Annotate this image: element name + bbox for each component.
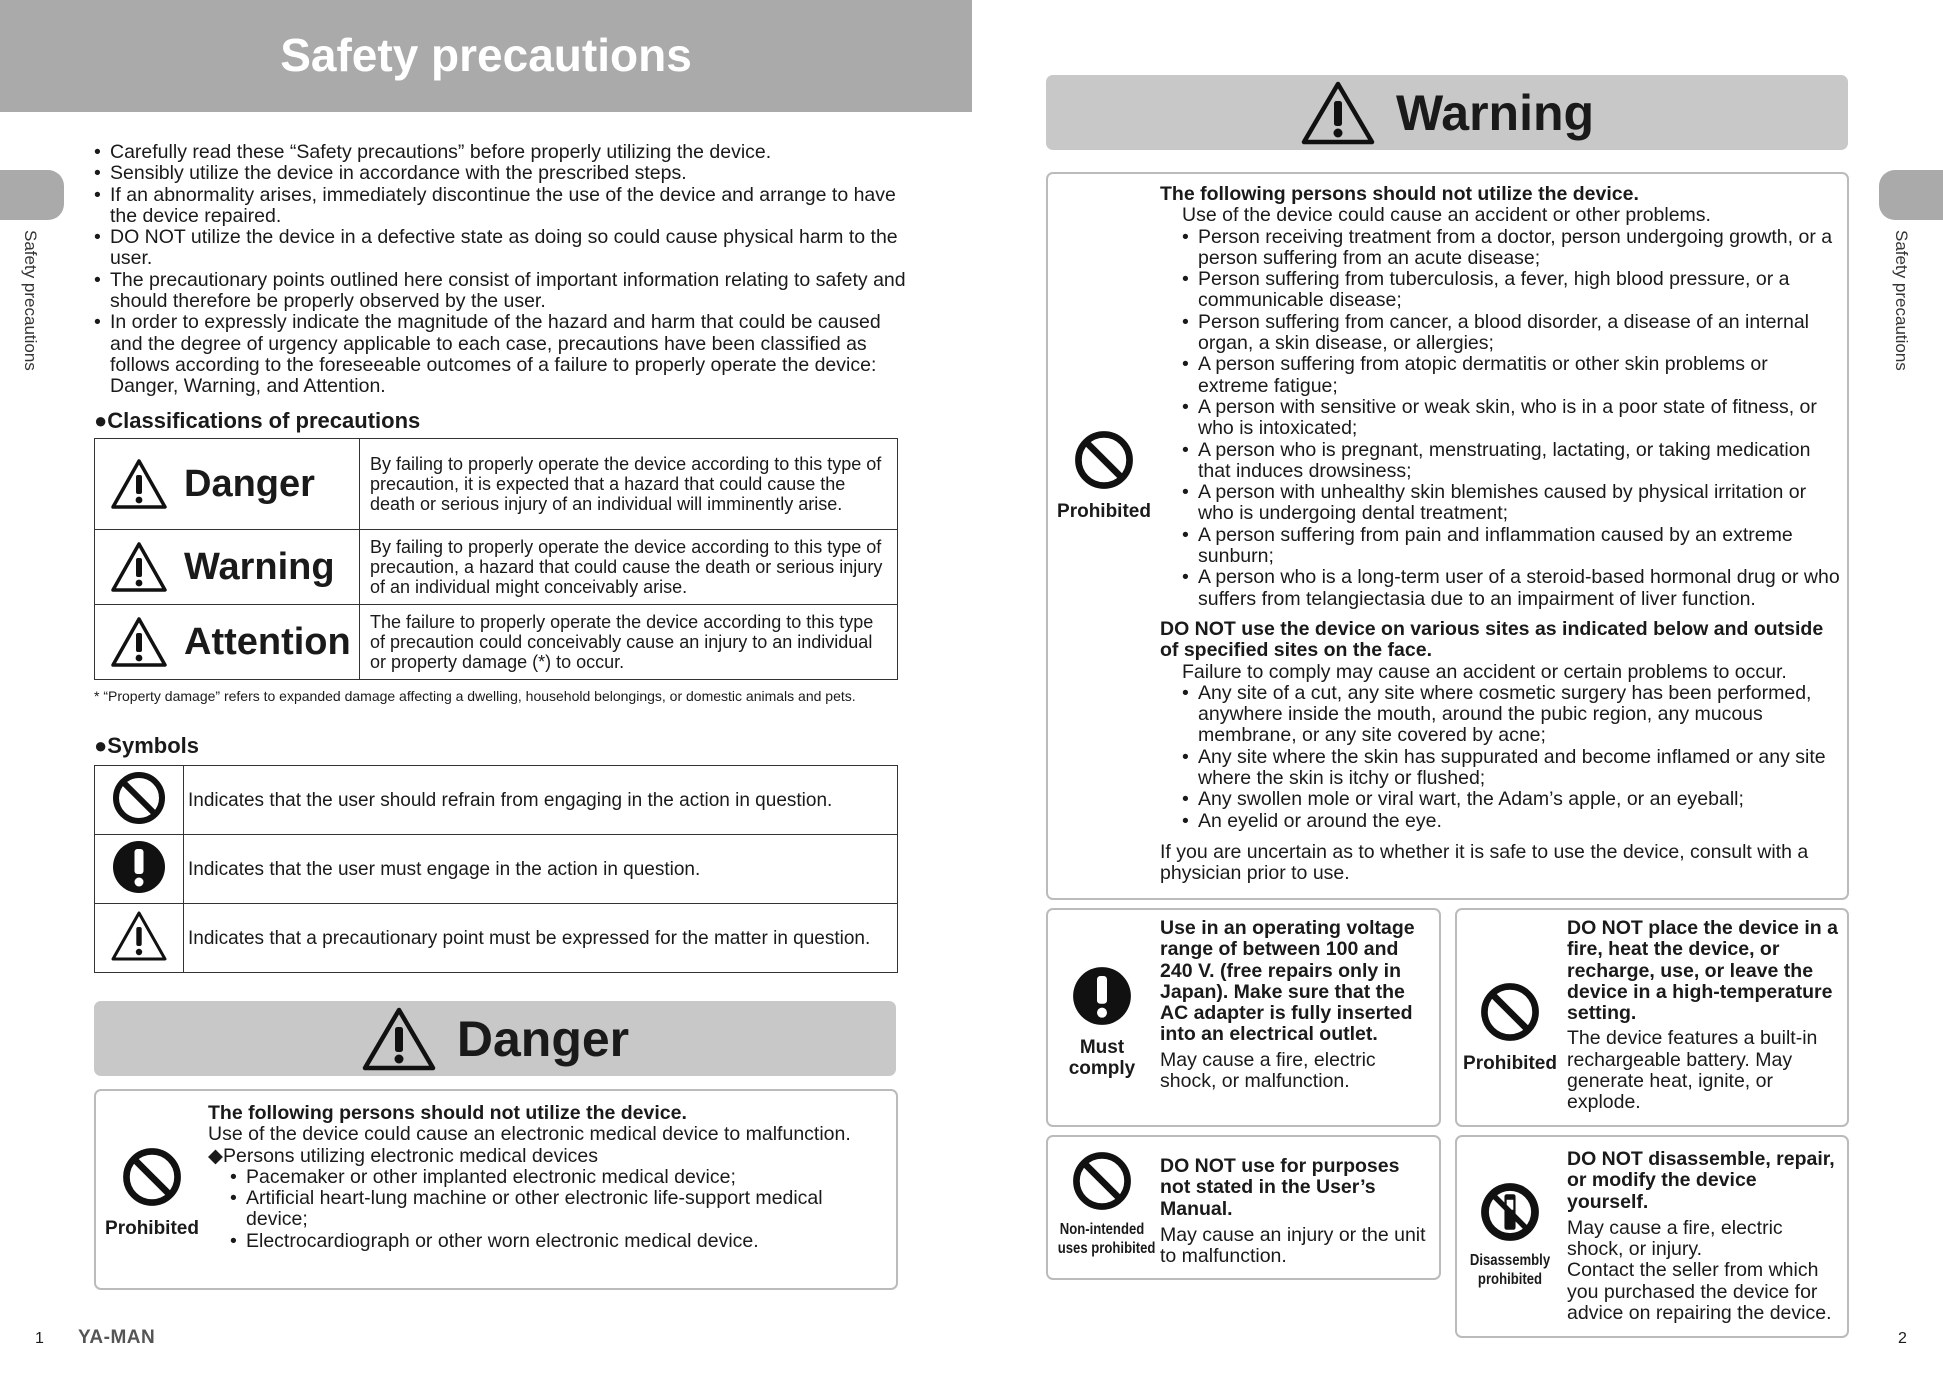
warning-main-text — [1160, 184, 1842, 885]
box-text — [1160, 918, 1434, 1092]
box-heading: DO NOT place the device in a fire, heat the device, or recharge, use, or leave the device in a high-temperature setting. — [1567, 917, 1838, 1025]
warning-heading: DO NOT use the device on various sites as indicated below and outside of specified sites on the face. — [1160, 617, 1824, 662]
caption-line: prohibited — [1477, 1271, 1543, 1288]
danger-item: • Electrocardiograph or other worn electronic medical device. — [230, 1231, 888, 1252]
icon-caption: Must comply — [1068, 1037, 1136, 1079]
box-text — [1567, 1149, 1843, 1324]
warning-item: • A person suffering from atopic dermatitis or other skin problems or extreme fatigue; — [1182, 354, 1842, 397]
warning-item: • Any swollen mole or viral wart, the Adam’s apple, or an eyeball; — [1182, 789, 1842, 810]
brand-logo: YA-MAN — [78, 1327, 156, 1348]
warning-box-purpose — [1046, 1135, 1441, 1280]
intro-item: • DO NOT utilize the device in a defective state as doing so could cause physical harm to the user. — [94, 227, 914, 270]
intro-item: • In order to expressly indicate the magnitude of the hazard and harm that could be caused and the degree of urgency applicable to each case, precautions have been classified as follows according to the foreseeable outcomes of a failure to properly operate the device: Danger, Warning, and Attention. — [94, 312, 914, 397]
danger-text — [208, 1103, 888, 1252]
intro-item: • The precautionary points outlined here consist of important information relating to safety and should therefore be properly observed by the user. — [94, 270, 914, 313]
class-row-danger — [95, 439, 898, 530]
disassembly-group — [1457, 1182, 1563, 1289]
warning-item: • A person who is pregnant, menstruating, lactating, or taking medication that induces drowsiness; — [1182, 440, 1842, 483]
class-row-attention — [95, 605, 898, 680]
symbols-table — [94, 765, 898, 973]
caption-line: Non-intended — [1059, 1221, 1145, 1238]
box-text — [1567, 918, 1843, 1114]
prohibited-icon — [1480, 982, 1540, 1042]
danger-item: • Artificial heart-lung machine or other electronic life-support medical device; — [230, 1188, 888, 1231]
warning-item: • A person with unhealthy skin blemishes caused by physical irritation or who is undergoing dental treatment; — [1182, 482, 1842, 525]
box-desc: May cause an injury or the unit to malfunction. — [1160, 1223, 1426, 1268]
classifications-heading: ●Classifications of precautions — [94, 408, 421, 433]
warning-item: • A person with sensitive or weak skin, who is in a poor state of fitness, or who is intoxicated; — [1182, 397, 1842, 440]
caution-triangle-icon — [110, 541, 168, 593]
danger-header — [94, 1001, 896, 1076]
non-intended-group — [1048, 1151, 1156, 1258]
warning-box-heat — [1455, 908, 1849, 1127]
warning-item: • Person suffering from tuberculosis, a fever, high blood pressure, or a communicable disease; — [1182, 269, 1842, 312]
danger-icon-group — [96, 1147, 208, 1239]
class-row-warning — [95, 530, 898, 605]
intro-item: • Sensibly utilize the device in accordance with the prescribed steps. — [94, 163, 914, 184]
warning-item: • Person suffering from cancer, a blood disorder, a disease of an internal organ, a skin disease, or allergies; — [1182, 312, 1842, 355]
symbol-text: Indicates that the user should refrain from engaging in the action in question. — [184, 766, 898, 835]
symbols-heading: ●Symbols — [94, 733, 199, 758]
mandatory-icon — [112, 840, 166, 894]
box-heading: DO NOT use for purposes not stated in the User’s Manual. — [1160, 1155, 1400, 1220]
page-title-bar — [0, 0, 972, 112]
box-desc: May cause a fire, electric shock, or malfunction. — [1160, 1048, 1376, 1093]
warning-item: • An eyelid or around the eye. — [1182, 811, 1842, 832]
page-number-left: 1 — [35, 1330, 44, 1347]
icon-caption — [1467, 1251, 1554, 1289]
danger-sub: ◆Persons utilizing electronic medical devices — [208, 1144, 598, 1167]
side-tab-right — [1879, 170, 1943, 220]
prohibited-group — [1457, 982, 1563, 1074]
warning-item: • A person suffering from pain and inflammation caused by an extreme sunburn; — [1182, 525, 1842, 568]
warning-heading: The following persons should not utilize the device. — [1160, 183, 1639, 205]
box-text — [1160, 1156, 1434, 1267]
warning-header — [1046, 75, 1848, 150]
danger-title: Danger — [456, 1010, 630, 1067]
warning-box-voltage — [1046, 908, 1441, 1127]
caution-triangle-icon — [361, 1006, 437, 1072]
intro-item: • If an abnormality arises, immediately discontinue the use of the device and arrange to have the device repaired. — [94, 185, 914, 228]
class-label: Danger — [184, 462, 315, 505]
caption-line: Disassembly — [1469, 1252, 1551, 1269]
danger-box — [94, 1089, 898, 1290]
disassembly-prohibited-icon — [1480, 1182, 1540, 1242]
icon-caption — [1057, 1220, 1156, 1258]
box-desc: The device features a built-in rechargeable battery. May generate heat, ignite, or explode. — [1567, 1027, 1818, 1114]
warning-item: • A person who is a long-term user of a steroid-based hormonal drug or who suffers from telangiectasia due to an impairment of liver function. — [1182, 567, 1842, 610]
mandatory-icon — [1072, 966, 1132, 1026]
symbol-row — [95, 835, 898, 904]
side-label-right: Safety precautions — [1892, 230, 1911, 371]
side-label-left: Safety precautions — [21, 230, 40, 371]
warning-line: Use of the device could cause an accident or other problems. — [1182, 204, 1711, 227]
warning-icon-group — [1048, 430, 1160, 522]
prohibited-icon — [1072, 1151, 1132, 1211]
warning-item: • Person receiving treatment from a doctor, person undergoing growth, or a person suffering from an acute disease; — [1182, 227, 1842, 270]
classifications-table — [94, 438, 898, 680]
warning-line: Failure to comply may cause an accident or certain problems to occur. — [1182, 660, 1787, 683]
caution-triangle-icon — [110, 616, 168, 668]
class-label: Attention — [184, 620, 351, 663]
page-title: Safety precautions — [280, 29, 692, 81]
box-desc: Contact the seller from which you purchased the device for advice on repairing the device. — [1567, 1259, 1832, 1325]
icon-caption: Prohibited — [1463, 1053, 1557, 1074]
danger-line: Use of the device could cause an electronic medical device to malfunction. — [208, 1123, 851, 1146]
prohibited-icon — [122, 1147, 182, 1207]
warning-title: Warning — [1395, 84, 1595, 141]
page-number-right: 2 — [1898, 1330, 1907, 1347]
danger-heading: The following persons should not utilize the device. — [208, 1102, 687, 1124]
class-label: Warning — [184, 545, 335, 588]
caution-triangle-icon — [110, 458, 168, 510]
prohibited-icon — [112, 771, 166, 825]
icon-caption: Prohibited — [1057, 501, 1151, 522]
caution-triangle-icon — [110, 910, 168, 962]
danger-item: • Pacemaker or other implanted electronic medical device; — [230, 1167, 888, 1188]
box-desc: May cause a fire, electric shock, or injury. — [1567, 1216, 1783, 1261]
intro-item: • Carefully read these “Safety precautions” before properly utilizing the device. — [94, 142, 914, 163]
warning-box-disassembly — [1455, 1135, 1849, 1338]
class-desc: By failing to properly operate the device according to this type of precaution, a hazard that could cause the death or serious injury of an individual might conceivably arise. — [360, 530, 898, 605]
footnote: * “Property damage” refers to expanded damage affecting a dwelling, household belongings, or domestic animals and pets. — [94, 688, 856, 704]
prohibited-icon — [1074, 430, 1134, 490]
caption-line: uses prohibited — [1057, 1240, 1156, 1257]
class-desc: The failure to properly operate the device according to this type of precaution could conceivably cause an injury to an individual or property damage (*) to occur. — [360, 605, 898, 680]
symbol-row — [95, 766, 898, 835]
box-heading: Use in an operating voltage range of between 100 and 240 V. (free repairs only in Japan). Make sure that the AC adapter is fully inserted into an electrical outlet. — [1160, 917, 1415, 1046]
symbol-row — [95, 904, 898, 973]
class-desc: By failing to properly operate the device according to this type of precaution, it is expected that a hazard that could cause the death or serious injury of an individual will imminently arise. — [360, 439, 898, 530]
symbol-text: Indicates that the user must engage in the action in question. — [184, 835, 898, 904]
icon-caption: Prohibited — [105, 1218, 199, 1239]
box-heading: DO NOT disassemble, repair, or modify the device yourself. — [1567, 1148, 1835, 1213]
warning-item: • Any site of a cut, any site where cosmetic surgery has been performed, anywhere inside the mouth, around the pubic region, any mucous membrane, or any site covered by acne; — [1182, 683, 1842, 747]
warning-closing: If you are uncertain as to whether it is safe to use the device, consult with a physician prior to use. — [1160, 840, 1809, 885]
must-comply-group — [1048, 966, 1156, 1079]
warning-item: • Any site where the skin has suppurated and become inflamed or any site where the skin is itchy or flushed; — [1182, 747, 1842, 790]
caution-triangle-icon — [1300, 80, 1376, 146]
symbol-text: Indicates that a precautionary point must be expressed for the matter in question. — [184, 904, 898, 973]
intro-list — [94, 142, 914, 398]
side-tab-left — [0, 170, 64, 220]
warning-main-box — [1046, 172, 1849, 900]
